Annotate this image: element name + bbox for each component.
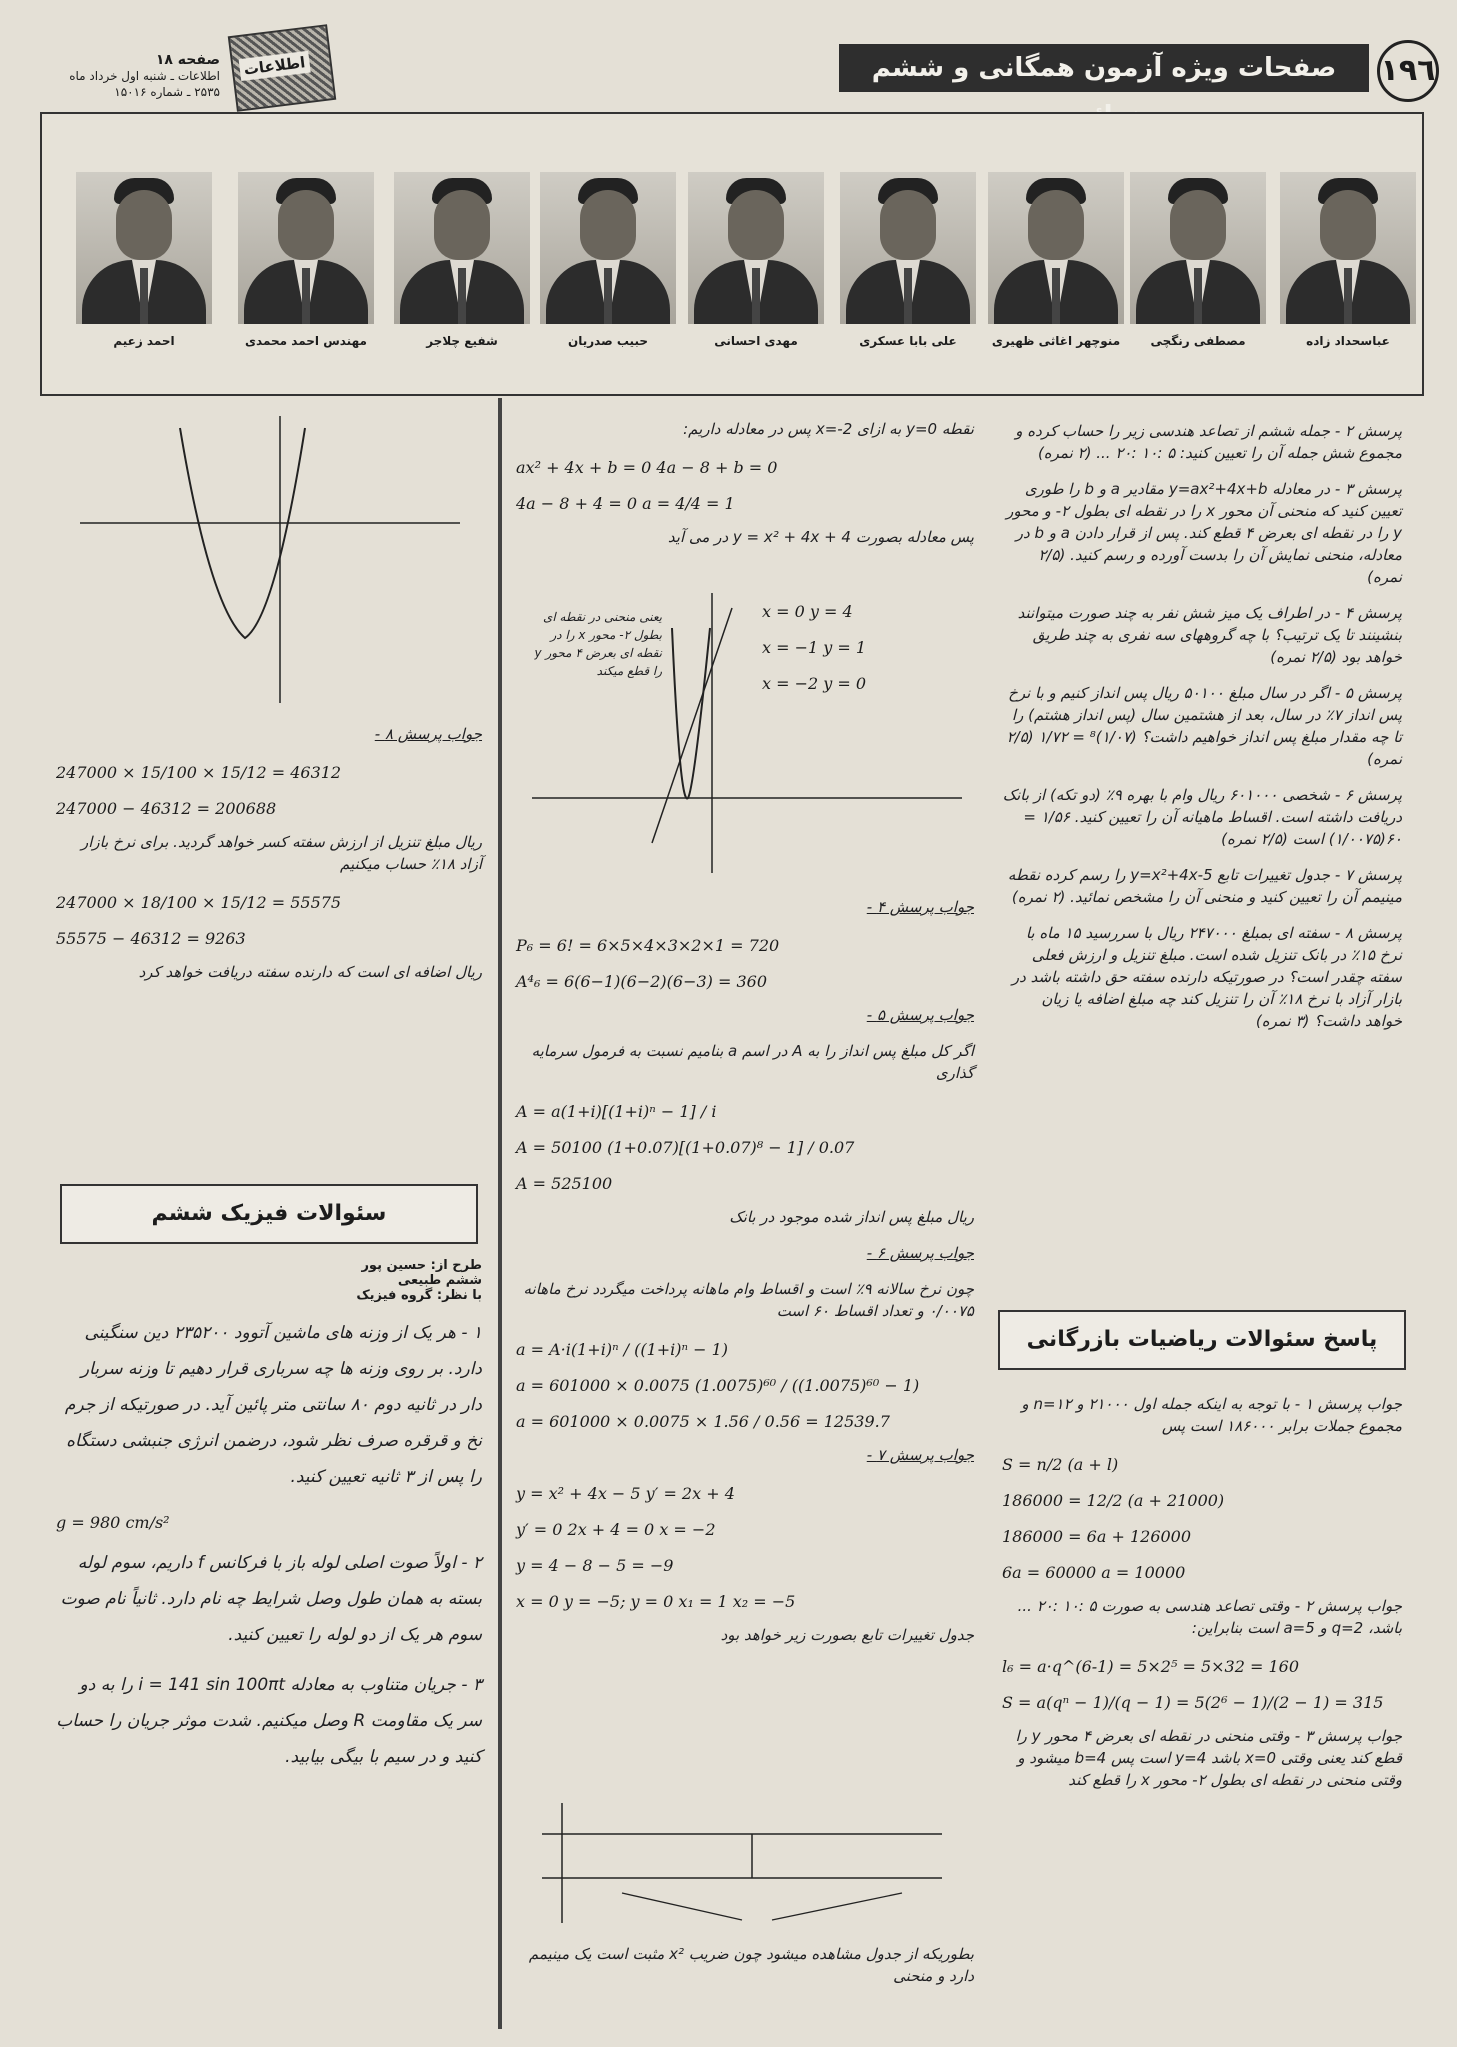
edition-info xyxy=(40,52,220,100)
teacher-photo xyxy=(840,172,976,348)
answer-5-title: جواب پرسش ۵ - xyxy=(866,1006,974,1024)
answer-5-result: A = 525100 xyxy=(516,1174,613,1193)
question-5: پرسش ۵ - اگر در سال مبلغ ۵۰۱۰۰ ریال پس انداز کنیم و با نرخ پس انداز ۷٪ در سال، بعد از هشتمین سال (پس انداز هشتم) را تا چه مقدار مبلغ پس انداز خواهیم داشت؟ (۱/۰۷)⁸ = ۱/۷۲ (۲/۵ نمره) xyxy=(1006,684,1402,768)
parabola-graph-2 xyxy=(60,408,480,708)
answer-8-step: 247000 × 18/100 × 15/12 = 55575 xyxy=(56,893,342,912)
physics-question-1: ۱ - هر یک از وزنه های ماشین آتوود ۲۳۵۲۰۰ دین سنگینی دارد. بر روی وزنه ها چه سرباری قرار دهیم تا وزنه سربار دار در ثانیه دوم ۸۰ سانتی متر پائین آید. در صورتیکه از جرم نخ و قرقره صرف نظر شود، درضمن انرژی جنبشی دستگاه را پس از ۳ ثانیه تعیین کنید. xyxy=(64,1323,482,1487)
answer-6-step: a = 601000 × 0.0075 (1.0075)⁶⁰ / ((1.0075)⁶⁰ − 1) xyxy=(516,1376,920,1395)
answer-3-step: 4a − 8 + 4 = 0 a = 4/4 = 1 xyxy=(516,494,735,513)
teacher-photo xyxy=(1130,172,1266,348)
supervisor: با نظر: گروه فیزیک xyxy=(356,1288,482,1303)
teacher-name: منوچهر اغاثی ظهیری xyxy=(991,334,1121,348)
designer: طرح از: حسین پور xyxy=(361,1258,482,1273)
answer-7-step: y′ = 0 2x + 4 = 0 x = −2 xyxy=(516,1520,716,1539)
answer-3-equation: پس معادله بصورت y = x² + 4x + 4 در می آید xyxy=(667,528,974,546)
answer-6-text: چون نرخ سالانه ۹٪ است و اقساط وام ماهانه پرداخت میگردد نرخ ماهانه ۰/۰۰۷۵ و تعداد اقساط ۶۰ است xyxy=(523,1280,974,1320)
answer-1-step: 186000 = 6a + 126000 xyxy=(1002,1527,1192,1546)
answer-7-step: y = 4 − 8 − 5 = −9 xyxy=(516,1556,674,1575)
newspaper-logo xyxy=(228,24,337,112)
teacher-photo xyxy=(988,172,1124,348)
teacher-name: مهندس احمد محمدی xyxy=(245,334,367,348)
question-4: پرسش ۴ - در اطراف یک میز شش نفر به چند صورت میتوانند بنشینند تا یک ترتیب؟ با چه گروههای سه نفری به چند طریق خواهد بود (۲/۵ نمره) xyxy=(1017,604,1402,666)
variation-table-note: جدول تغییرات تابع بصورت زیر خواهد بود xyxy=(720,1626,974,1644)
portrait-image xyxy=(76,172,212,324)
answer-2-result: S = a(qⁿ − 1)/(q − 1) = 5(2⁶ − 1)/(2 − 1) = 315 xyxy=(1002,1693,1384,1712)
value-table-row: x = −1 y = 1 xyxy=(762,638,867,657)
right-column xyxy=(990,398,1420,2029)
portrait-image xyxy=(540,172,676,324)
teacher-name: حبیب صدریان xyxy=(567,334,648,348)
teacher-name: عباسحداد زاده xyxy=(1306,334,1390,348)
teacher-photo xyxy=(1280,172,1416,348)
answer-4-step: A⁴₆ = 6(6−1)(6−2)(6−3) = 360 xyxy=(516,972,768,991)
edition-date: اطلاعات ـ شنبه اول خرداد ماه xyxy=(69,69,220,83)
answer-5-formula: A = a(1+i)[(1+i)ⁿ − 1] / i xyxy=(516,1102,717,1121)
graph-note: یعنی منحنی در نقطه ای بطول ۲- محور x را در نقطه ای بعرض ۴ محور y را قطع میکند xyxy=(534,610,662,678)
teacher-photo xyxy=(688,172,824,348)
answer-1-step: 186000 = 12/2 (a + 21000) xyxy=(1002,1491,1225,1510)
teacher-name: مهدی احسانی xyxy=(714,334,798,348)
parabola-curve xyxy=(672,628,710,799)
left-column xyxy=(40,398,500,2029)
physics-question-2: ۲ - اولاً صوت اصلی لوله باز با فرکانس f داریم، سوم لوله بسته به همان طول وصل شرایط چه نام دارد. ثانیاً نام صوت سوم هر یک از دو لوله را تعیین کنید. xyxy=(60,1553,482,1645)
answer-7-title: جواب پرسش ۷ - xyxy=(866,1446,974,1464)
logo-text: اطلاعات xyxy=(239,51,311,81)
tangent-line xyxy=(652,608,732,843)
portrait-image xyxy=(1280,172,1416,324)
answer-8-result: 55575 − 46312 = 9263 xyxy=(56,929,246,948)
answer-8-text: ریال مبلغ تنزیل از ارزش سفته کسر خواهد گردید. برای نرخ بازار آزاد ۱۸٪ حساب میکنیم xyxy=(80,833,482,873)
portrait-image xyxy=(840,172,976,324)
answer-7-step: x = 0 y = −5; y = 0 x₁ = 1 x₂ = −5 xyxy=(516,1592,796,1611)
answer-2: جواب پرسش ۲ - وقتی تصاعد هندسی به صورت ۵ :۱۰ :۲۰ ... باشد، q=2 و a=5 است بنابراین: xyxy=(1017,1597,1402,1637)
value-table-row: x = 0 y = 4 xyxy=(762,602,853,621)
question-6: پرسش ۶ - شخصی ۶۰۱۰۰۰ ریال وام با بهره ۹٪ (دو تکه) از بانک دریافت داشته است. اقساط ماهیانه آن را تعیین کنید. ۱/۵۶ = ۶۰(۱/۰۰۷۵) است (۲/۵ نمره) xyxy=(1002,786,1402,848)
answer-1: جواب پرسش ۱ - با توجه به اینکه جمله اول ۲۱۰۰۰ و n=۱۲ و مجموع جملات برابر ۱۸۶۰۰۰ است پس xyxy=(1021,1395,1402,1435)
answers-section-title: پاسخ سئوالات ریاضیات بازرگانی xyxy=(998,1310,1406,1370)
question-3: پرسش ۳ - در معادله y=ax²+4x+b مقادیر a و b را طوری تعیین کنید که منحنی آن محور x را در نقطه ای بطول ۲- و محور y را در نقطه ای بعرض ۴ قطع کند. پس از قرار دادن a و b در معادله، منحنی نمایش آن را بدست آورده و رسم کنید. (۲/۵ نمره) xyxy=(1006,480,1402,586)
answer-8-tail: ریال اضافه ای است که دارنده سفته دریافت خواهد کرد xyxy=(138,963,482,981)
teacher-photo xyxy=(238,172,374,348)
teacher-name: شفیع چلاجر xyxy=(426,334,498,348)
teachers-photo-strip xyxy=(40,112,1424,396)
answer-4-title: جواب پرسش ۴ - xyxy=(866,898,974,916)
portrait-image xyxy=(688,172,824,324)
answer-7-step: y = x² + 4x − 5 y′ = 2x + 4 xyxy=(516,1484,735,1503)
parabola-graph-1 xyxy=(522,588,972,878)
answer-6-formula: a = A·i(1+i)ⁿ / ((1+i)ⁿ − 1) xyxy=(516,1340,729,1359)
physics-section-title: سئوالات فیزیک ششم xyxy=(60,1184,478,1244)
middle-column xyxy=(500,398,990,2029)
grade-label: ششم طبیعی xyxy=(397,1273,482,1288)
teacher-photo xyxy=(540,172,676,348)
answer-3: جواب پرسش ۳ - وقتی منحنی در نقطه ای بعرض ۴ محور y را قطع کند یعنی وقتی x=0 باشد y=4 است پس b=4 میشود و وقتی منحنی در نقطه ای بطول ۲- محور x را قطع کند xyxy=(1015,1727,1402,1789)
answer-5-tail: ریال مبلغ پس انداز شده موجود در بانک xyxy=(729,1208,974,1226)
teacher-name: علی بابا عسکری xyxy=(859,334,957,348)
gravity-constant: g = 980 cm/s² xyxy=(56,1513,170,1532)
answer-2-step: l₆ = a·q^(6-1) = 5×2⁵ = 5×32 = 160 xyxy=(1002,1657,1300,1676)
teacher-photo xyxy=(76,172,212,348)
physics-question-3: ۳ - جریان متناوب به معادله i = 141 sin 100πt را به دو سر یک مقاومت R وصل میکنیم. شدت موثر جریان را حساب کنید و در سیم با بیگی بیابید. xyxy=(56,1675,482,1767)
answer-3-step: ax² + 4x + b = 0 4a − 8 + b = 0 xyxy=(516,458,778,477)
edition-page: صفحه ۱۸ xyxy=(155,52,220,68)
portrait-image xyxy=(238,172,374,324)
answer-5-step: A = 50100 (1+0.07)[(1+0.07)⁸ − 1] / 0.07 xyxy=(516,1138,855,1157)
answer-8-step: 247000 × 15/100 × 15/12 = 46312 xyxy=(56,763,342,782)
portrait-image xyxy=(1130,172,1266,324)
section-banner: صفحات ویژه آزمون همگانی و ششم xyxy=(839,44,1369,92)
answer-6-title: جواب پرسش ۶ - xyxy=(866,1244,974,1262)
answer-1-formula: S = n/2 (a + l) xyxy=(1002,1455,1119,1474)
question-2: پرسش ۲ - جمله ششم از تصاعد هندسی زیر را حساب کرده و مجموع شش جمله آن را تعیین کنید: ۵ :۱۰ :۲۰ ... (۲ نمره) xyxy=(1015,422,1402,462)
answer-5-text: اگر کل مبلغ پس انداز را به A در اسم a بنامیم نسبت به فرمول سرمایه گذاری xyxy=(531,1042,974,1082)
variation-table xyxy=(542,1798,942,1928)
answer-8-title: جواب پرسش ۸ - xyxy=(374,725,482,743)
answer-3-continued: نقطه y=0 به ازای x=-2 پس در معادله داریم: xyxy=(683,420,974,438)
question-7: پرسش ۷ - جدول تغییرات تابع y=x²+4x-5 را رسم کرده نقطه مینیمم آن را تعیین کنید و منحنی آن را مشخص نمائید. (۲ نمره) xyxy=(1007,866,1402,906)
graph-2-svg xyxy=(60,408,480,708)
parabola-curve xyxy=(180,428,305,638)
teacher-name: مصطفی رنگچی xyxy=(1150,334,1246,348)
answer-8-step: 247000 − 46312 = 200688 xyxy=(56,799,277,818)
question-8: پرسش ۸ - سفته ای بمبلغ ۲۴۷۰۰۰ ریال با سررسید ۱۵ ماه با نرخ ۱۵٪ در بانک تنزیل شده است. مبلغ تنزیل و ارزش فعلی سفته چقدر است؟ در صورتیکه دارنده سفته حق داشته باشد در بازار آزاد با نرخ ۱۸٪ آن را تنزیل کند چه مبلغ اضافه یا زیان خواهد داشت؟ (۳ نمره) xyxy=(1011,924,1402,1030)
teacher-photo xyxy=(394,172,530,348)
variation-table-svg xyxy=(542,1798,942,1928)
page-number: ١٩٦ xyxy=(1377,40,1439,102)
answer-1-result: 6a = 60000 a = 10000 xyxy=(1002,1563,1186,1582)
teacher-name: احمد زعیم xyxy=(113,334,175,348)
answer-6-result: a = 601000 × 0.0075 × 1.56 / 0.56 = 12539.7 xyxy=(516,1412,890,1431)
answer-4-step: P₆ = 6! = 6×5×4×3×2×1 = 720 xyxy=(516,936,780,955)
value-table-row: x = −2 y = 0 xyxy=(762,674,867,693)
edition-number: ۲۵۳۵ ـ شماره ۱۵۰۱۶ xyxy=(114,85,220,99)
portrait-image xyxy=(988,172,1124,324)
answer-7-footnote: بطوریکه از جدول مشاهده میشود چون ضریب x² مثبت است یک مینیمم دارد و منحنی xyxy=(528,1945,974,1985)
portrait-image xyxy=(394,172,530,324)
page-header xyxy=(0,0,1457,105)
